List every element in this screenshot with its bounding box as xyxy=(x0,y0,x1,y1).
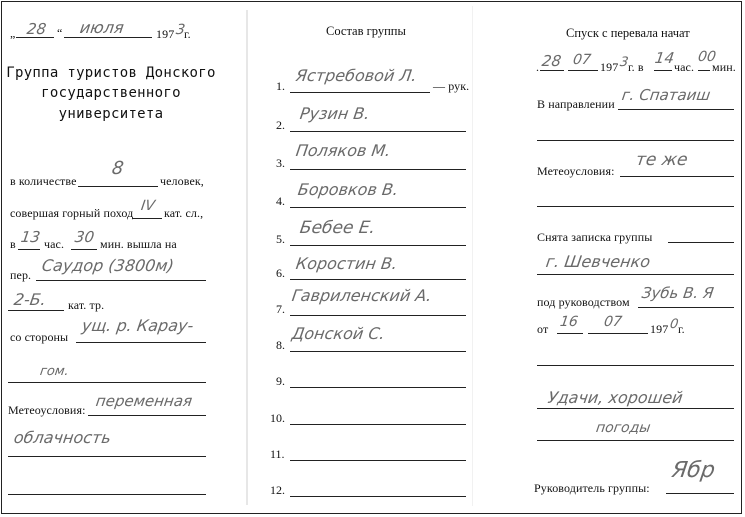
time-prefix: в xyxy=(10,237,16,251)
weather-label: Метеоусловия: xyxy=(8,403,86,417)
pass-cat-unit: кат. тр. xyxy=(68,298,105,312)
descent-min-line xyxy=(698,70,710,71)
wish-line-text-2: погоды xyxy=(594,420,652,436)
right-weather-line-2 xyxy=(537,206,734,207)
member-line xyxy=(290,315,466,316)
member-name: Рузин В. xyxy=(298,104,371,123)
weather-line-2 xyxy=(8,456,206,457)
from-year-prefix: 197 xyxy=(650,322,669,336)
weather-value-1: переменная xyxy=(94,392,194,410)
descent-hour-line xyxy=(654,70,672,71)
member-name: Гавриленский А. xyxy=(290,286,433,305)
pass-name: Саудор (3800м) xyxy=(40,256,176,275)
note-line xyxy=(537,274,734,275)
org-line-3: университета xyxy=(58,106,164,122)
date-year-digit: 3 xyxy=(174,22,187,38)
direction-value: г. Спатаиш xyxy=(620,86,712,104)
descent-hour: 14 xyxy=(653,49,676,67)
pass-label: пер. xyxy=(10,268,32,282)
date-open-quote: „ xyxy=(10,26,16,40)
member-num: 8. xyxy=(276,338,285,352)
descent-year-suffix: г. в xyxy=(628,60,644,74)
descent-day: 28 xyxy=(540,52,563,70)
sign-label: Руководитель группы: xyxy=(534,481,650,495)
member-name: Коростин В. xyxy=(294,254,399,273)
weather-line xyxy=(88,415,206,416)
side-line xyxy=(76,342,206,343)
descent-hour-unit: час. xyxy=(674,60,695,74)
member-line xyxy=(290,387,466,388)
member-line xyxy=(290,169,466,170)
wish-line-1 xyxy=(537,365,734,366)
count-label: в количестве xyxy=(10,174,77,188)
count-unit: человек, xyxy=(160,174,204,188)
member-num: 4. xyxy=(276,194,285,208)
date-year-prefix: 197 xyxy=(156,27,175,41)
wish-line-2 xyxy=(537,408,734,409)
leader-line xyxy=(638,307,734,308)
time-hour-unit: час. xyxy=(44,237,65,251)
member-line xyxy=(290,131,466,132)
date-month: июля xyxy=(78,18,126,37)
date-close-quote: “ xyxy=(57,26,63,40)
pass-line xyxy=(36,280,206,281)
descent-min: 00 xyxy=(696,49,717,65)
member-num: 10. xyxy=(270,411,285,425)
org-line-1: Группа туристов Донского xyxy=(6,65,216,81)
member-line xyxy=(290,245,466,246)
pass-cat-line xyxy=(8,310,64,311)
date-year-suffix: г. xyxy=(184,27,191,41)
trip-category: IV xyxy=(139,198,156,214)
trip-cat-line xyxy=(132,218,162,219)
side-value-2: гом. xyxy=(38,364,70,379)
member-line xyxy=(290,460,466,461)
date-month-line xyxy=(64,37,152,38)
members-title: Состав группы xyxy=(326,24,406,38)
member-line xyxy=(290,496,466,497)
descent-min-unit: мин. xyxy=(712,60,736,74)
from-year-suffix: г. xyxy=(678,322,685,336)
time-min-line xyxy=(71,249,97,250)
signature: Ябр xyxy=(670,458,717,483)
count-value: 8 xyxy=(110,158,125,179)
from-day-line xyxy=(557,333,583,334)
time-hour-line xyxy=(18,249,40,250)
descent-month-line xyxy=(568,70,598,71)
descent-month: 07 xyxy=(571,52,592,68)
direction-line-2 xyxy=(537,140,734,141)
trip-label: совершая горный поход xyxy=(10,206,134,220)
member-name: Поляков М. xyxy=(294,141,392,160)
weather-value-2: облачность xyxy=(12,428,113,447)
leader-value: Зубь В. Я xyxy=(640,284,715,302)
note-label-line xyxy=(668,242,734,243)
from-year-digit: 0 xyxy=(668,317,680,332)
member-line xyxy=(290,279,466,280)
trip-cat-unit: кат. сл., xyxy=(164,206,204,220)
time-hour: 13 xyxy=(19,228,42,246)
descent-dot: . xyxy=(536,60,540,74)
wish-line-text-1: Удачи, хорошей xyxy=(546,388,685,407)
member-num: 12. xyxy=(270,483,285,497)
member-name: Ястребовой Л. xyxy=(294,66,419,85)
member-name: Бебее Е. xyxy=(298,218,377,238)
wish-line-3 xyxy=(537,440,734,441)
member-num: 3. xyxy=(276,156,285,170)
scan-artifact xyxy=(472,6,473,506)
member-num: 6. xyxy=(276,266,285,280)
leader-suffix: — рук. xyxy=(433,79,470,93)
descent-title: Спуск с перевала начат xyxy=(566,26,690,40)
descent-year-digit: 3 xyxy=(618,55,630,70)
scan-artifact xyxy=(246,10,248,505)
right-weather-line xyxy=(620,176,734,177)
side-line-2 xyxy=(8,382,206,383)
member-num: 2. xyxy=(276,118,285,132)
right-weather-value: те же xyxy=(634,150,689,170)
from-label: от xyxy=(537,322,549,336)
from-day: 16 xyxy=(558,314,579,330)
from-month: 07 xyxy=(602,314,623,330)
member-num: 9. xyxy=(276,374,285,388)
direction-label: В направлении xyxy=(537,97,615,111)
member-line xyxy=(290,351,466,352)
member-num: 1. xyxy=(276,79,285,93)
time-min: 30 xyxy=(73,228,96,246)
descent-year-prefix: 197 xyxy=(600,60,619,74)
side-value-1: ущ. р. Карау- xyxy=(80,316,195,335)
direction-line xyxy=(618,109,734,110)
side-label: со стороны xyxy=(10,330,69,344)
pass-category: 2-Б. xyxy=(12,290,48,309)
left-blank-line xyxy=(8,494,206,495)
right-weather-label: Метеоусловия: xyxy=(537,164,615,178)
leader-label: под руководством xyxy=(537,295,630,309)
note-label: Снята записка группы xyxy=(537,230,653,244)
from-month-line xyxy=(588,333,648,334)
org-line-2: государственного xyxy=(41,85,181,101)
member-line xyxy=(290,92,430,93)
note-value: г. Шевченко xyxy=(544,252,652,271)
member-line xyxy=(290,207,466,208)
member-num: 11. xyxy=(270,447,285,461)
sign-line xyxy=(666,493,734,494)
member-name: Боровков В. xyxy=(296,180,400,199)
member-line xyxy=(290,424,466,425)
date-day: 28 xyxy=(25,20,48,38)
member-name: Донской С. xyxy=(290,324,387,343)
member-num: 5. xyxy=(276,232,285,246)
time-min-unit: мин. вышла на xyxy=(100,237,177,251)
count-line xyxy=(78,186,158,187)
member-num: 7. xyxy=(276,302,285,316)
descent-day-line xyxy=(540,70,564,71)
